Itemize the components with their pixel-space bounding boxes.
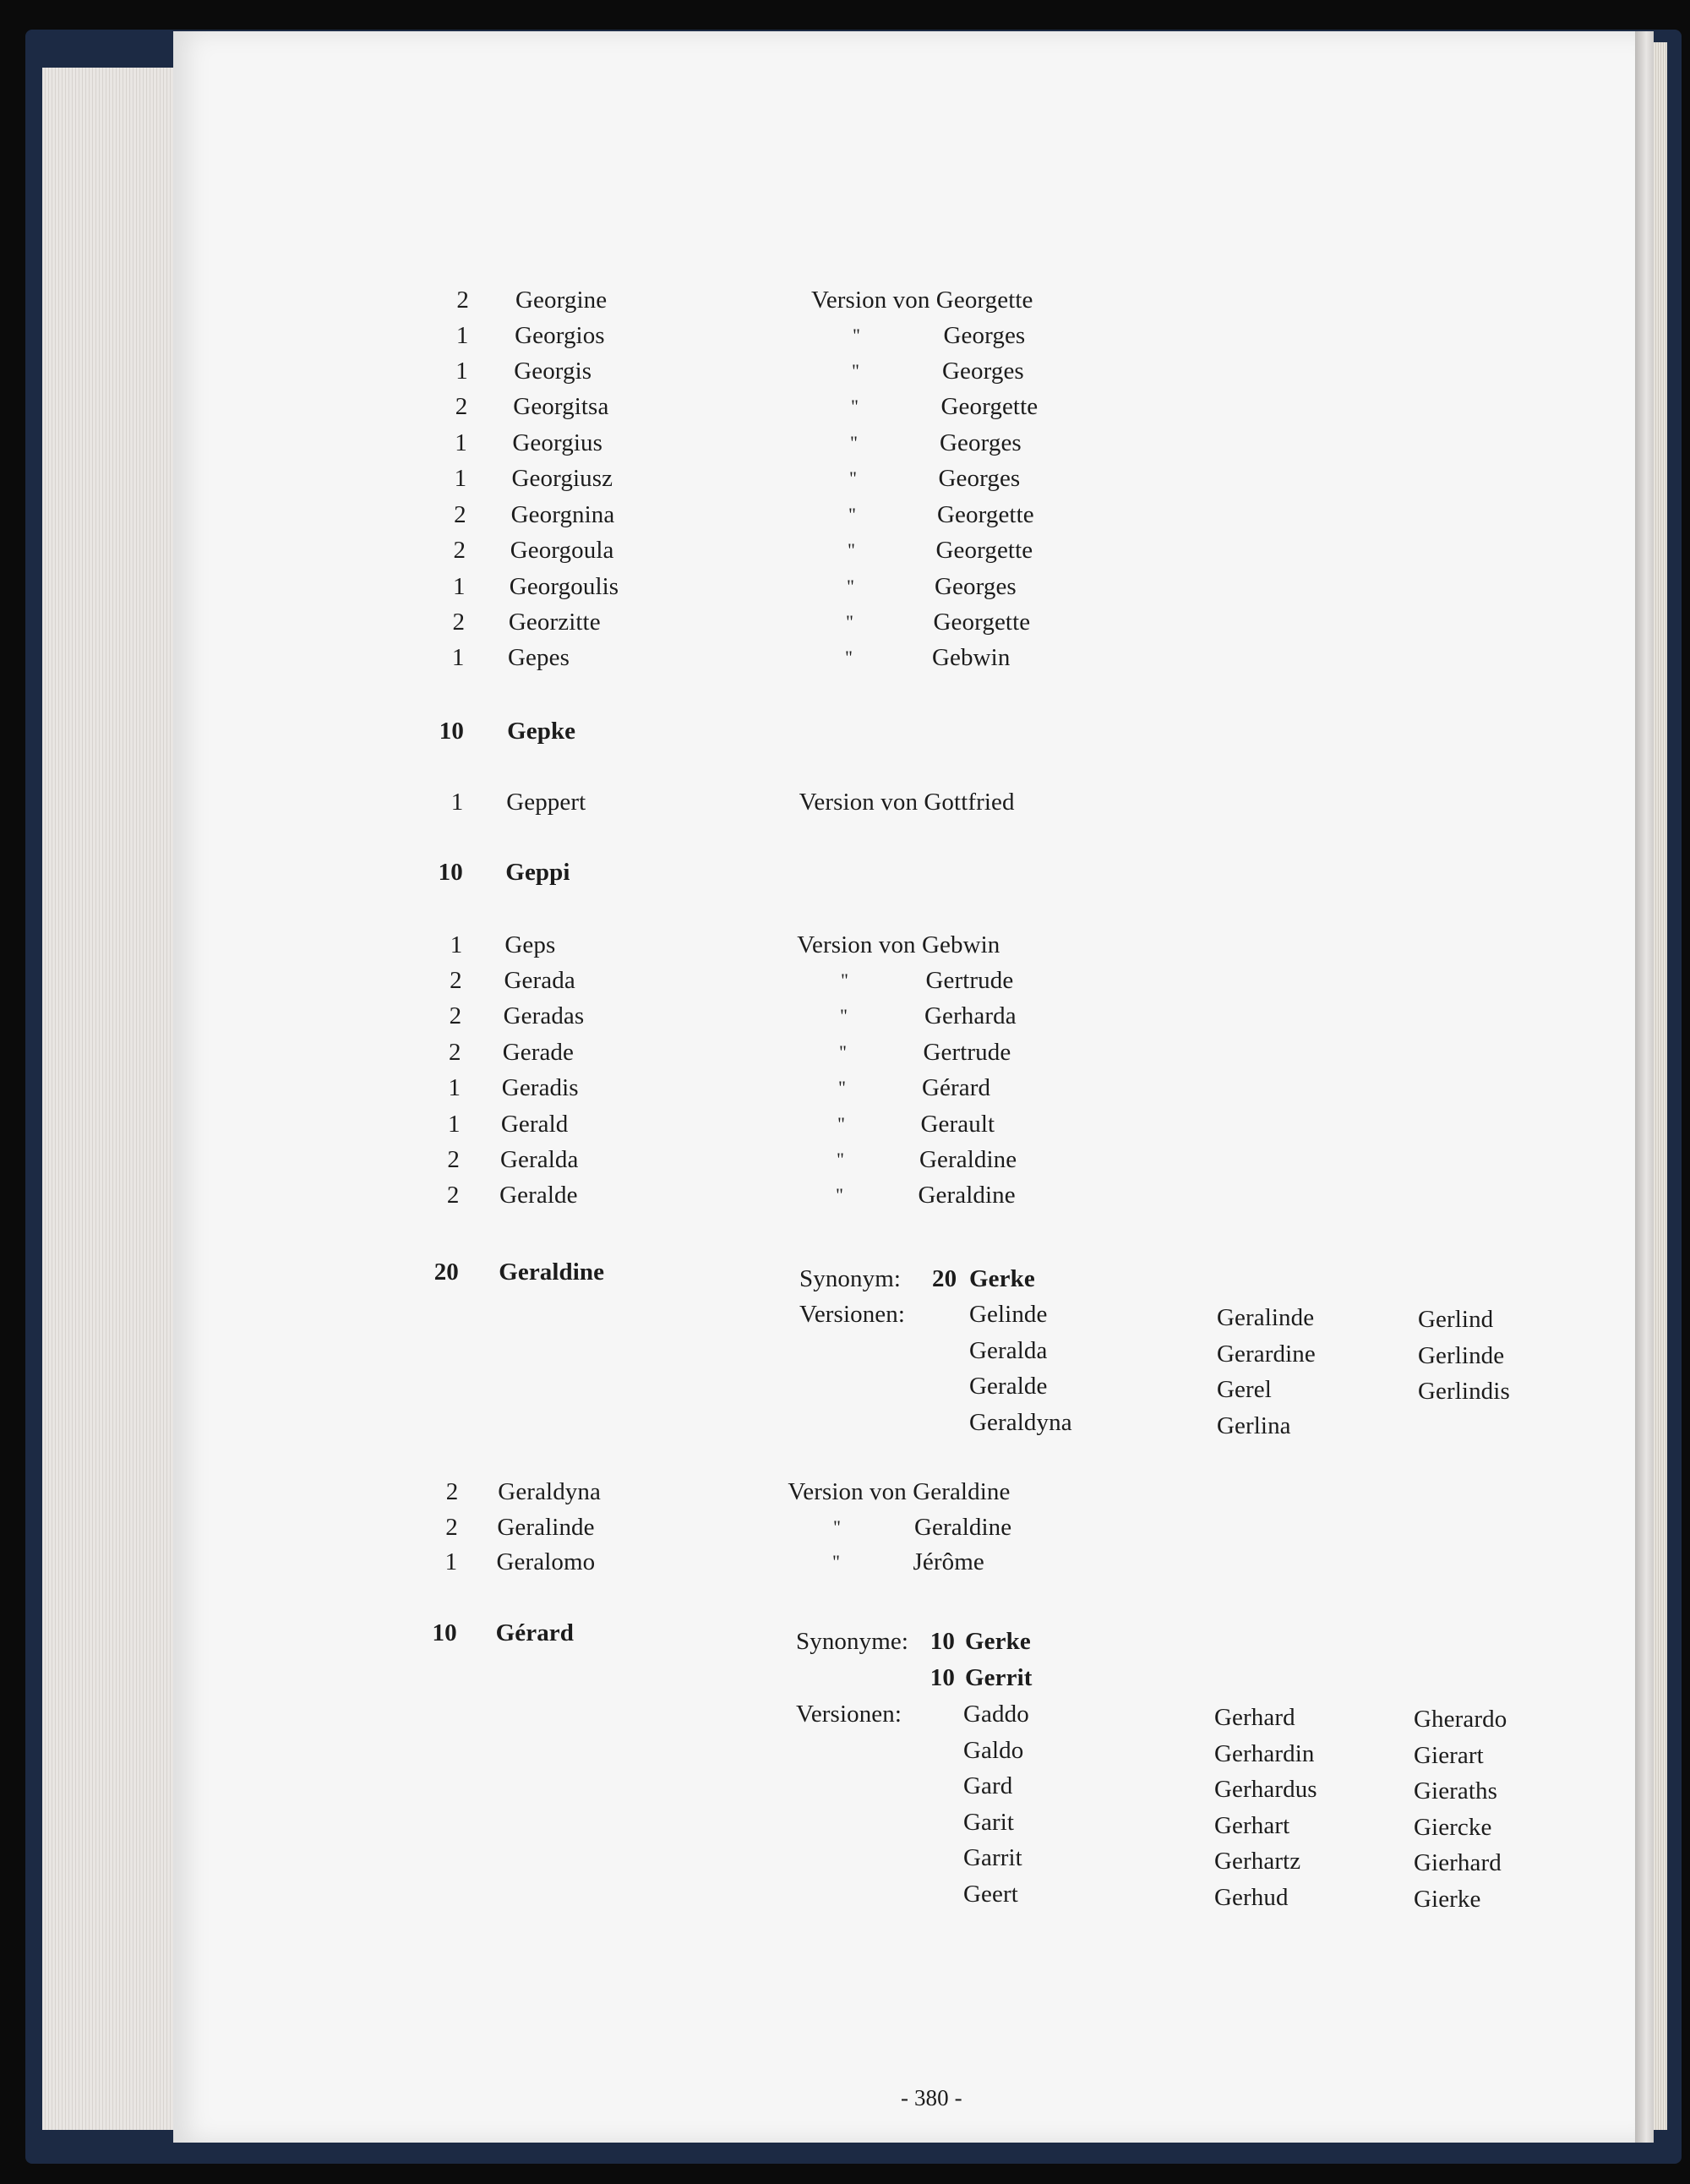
entry-count: 1 xyxy=(452,573,466,600)
entry-count: 1 xyxy=(455,429,467,456)
entry-count: 1 xyxy=(444,1548,458,1575)
entry-reference: Geraldine xyxy=(919,1146,1017,1173)
entry-count: 1 xyxy=(450,931,463,958)
entry-description: Version von Georgette xyxy=(811,287,1033,314)
synonym-label: Synonym: xyxy=(799,1265,902,1292)
entry-count: 2 xyxy=(445,1514,458,1541)
version-name: Gaddo xyxy=(963,1701,1029,1728)
entry-reference: Georges xyxy=(942,358,1024,385)
version-name: Gierke xyxy=(1414,1885,1481,1913)
entry-reference: Georges xyxy=(943,322,1026,349)
version-name: Gard xyxy=(963,1772,1013,1799)
entry-reference: Georges xyxy=(935,573,1017,600)
entry-count: 2 xyxy=(455,393,468,420)
entry-name: Georgiusz xyxy=(511,465,613,492)
entry-name: Georzitte xyxy=(508,609,601,636)
ditto-mark: " xyxy=(846,611,854,632)
entry-name: Gérard xyxy=(495,1619,574,1646)
entry-name: Geralomo xyxy=(496,1548,596,1575)
ditto-mark: " xyxy=(840,1005,848,1026)
entry-count: 2 xyxy=(447,1146,460,1173)
entry-reference: Gertrude xyxy=(925,967,1014,994)
ditto-mark: " xyxy=(845,647,853,668)
entry-count: 2 xyxy=(453,537,466,564)
entry-name: Geradas xyxy=(503,1002,585,1029)
version-name: Galdo xyxy=(963,1736,1024,1764)
synonyms-label: Synonyme: xyxy=(796,1628,909,1655)
entry-count: 1 xyxy=(455,358,468,385)
entry-name: Georgoulis xyxy=(509,573,619,600)
entry-count: 1 xyxy=(450,789,464,816)
entry-name: Georgis xyxy=(514,358,592,385)
entry-reference: Geraldine xyxy=(918,1182,1016,1209)
version-name: Gelinde xyxy=(969,1301,1048,1328)
entry-reference: Geraldine xyxy=(914,1514,1012,1541)
entry-name: Geppert xyxy=(506,789,586,816)
ditto-mark: " xyxy=(850,432,859,453)
entry-reference: Jérôme xyxy=(913,1548,984,1575)
ditto-mark: " xyxy=(837,1113,846,1134)
ditto-mark: " xyxy=(836,1184,844,1205)
entry-name: Georgios xyxy=(515,322,605,349)
version-name: Geralinde xyxy=(1217,1304,1315,1331)
entry-name: Georgine xyxy=(515,287,608,314)
entry-reference: Gérard xyxy=(922,1074,991,1101)
synonym-count: 20 xyxy=(932,1265,957,1292)
ditto-mark: " xyxy=(853,325,861,346)
version-name: Gerhardus xyxy=(1214,1776,1317,1803)
version-name: Gerhart xyxy=(1214,1811,1290,1839)
version-name: Geert xyxy=(963,1880,1018,1908)
version-name: Gerlind xyxy=(1418,1306,1494,1333)
entry-count: 2 xyxy=(456,287,469,314)
entry-reference: Georgette xyxy=(937,501,1034,528)
entry-count: 2 xyxy=(450,967,462,994)
version-name: Gerlinde xyxy=(1418,1341,1505,1369)
version-name: Gerlina xyxy=(1217,1411,1291,1439)
entry-count: 2 xyxy=(446,1182,460,1209)
version-name: Gierhard xyxy=(1414,1849,1502,1876)
synonym-name: Gerke xyxy=(965,1628,1031,1655)
entry-count: 10 xyxy=(432,1619,457,1646)
entry-count: 10 xyxy=(439,718,464,745)
entry-count: 2 xyxy=(445,1478,459,1505)
ditto-mark: " xyxy=(847,576,855,597)
synonym-count: 10 xyxy=(930,1663,955,1691)
ditto-mark: " xyxy=(849,467,858,489)
entry-reference: Georgette xyxy=(940,393,1039,420)
version-name: Giercke xyxy=(1414,1813,1492,1841)
ditto-mark: " xyxy=(832,1551,841,1572)
ditto-mark: " xyxy=(848,539,856,560)
page-number: - 380 - xyxy=(901,2085,962,2110)
entry-count: 2 xyxy=(452,609,466,636)
entry-name: Geralinde xyxy=(497,1514,595,1541)
entry-name: Georgnina xyxy=(510,501,615,528)
ditto-mark: " xyxy=(841,969,849,991)
entry-count: 1 xyxy=(447,1111,461,1138)
entry-name: Gerald xyxy=(500,1111,569,1138)
versions-label: Versionen: xyxy=(799,1301,906,1328)
entry-name: Geps xyxy=(504,931,556,958)
version-name: Gerardine xyxy=(1217,1340,1316,1368)
entry-name: Georgitsa xyxy=(513,393,609,420)
entry-count: 1 xyxy=(448,1074,461,1101)
synonym-name: Gerke xyxy=(969,1265,1035,1292)
version-name: Gerel xyxy=(1217,1376,1272,1403)
versions-label: Versionen: xyxy=(796,1701,902,1728)
entry-name: Geradis xyxy=(501,1074,579,1101)
version-name: Garit xyxy=(963,1808,1015,1836)
version-name: Geralde xyxy=(969,1373,1048,1400)
version-name: Garrit xyxy=(963,1844,1022,1871)
entry-name: Geraldyna xyxy=(498,1478,601,1505)
entry-count: 1 xyxy=(454,465,467,492)
entry-description: Version von Gebwin xyxy=(797,931,1000,958)
entry-count: 2 xyxy=(449,1039,461,1066)
version-name: Geraldyna xyxy=(969,1408,1072,1436)
entry-name: Gerada xyxy=(504,967,575,994)
entry-name: Gepke xyxy=(507,718,576,745)
ditto-mark: " xyxy=(833,1516,842,1537)
entry-count: 2 xyxy=(454,501,466,528)
entry-name: Geralda xyxy=(500,1146,579,1173)
version-name: Gherardo xyxy=(1414,1706,1507,1733)
synonym-name: Gerrit xyxy=(965,1663,1033,1691)
entry-count: 10 xyxy=(438,859,463,886)
entry-name: Geraldine xyxy=(499,1259,605,1286)
entry-reference: Gerharda xyxy=(924,1002,1017,1029)
entry-reference: Georges xyxy=(938,465,1021,492)
version-name: Gierart xyxy=(1414,1741,1484,1769)
entry-reference: Georgette xyxy=(935,537,1033,564)
entry-name: Geralde xyxy=(499,1182,578,1209)
entry-count: 1 xyxy=(455,322,469,349)
entry-count: 2 xyxy=(449,1002,462,1029)
entry-name: Georgoula xyxy=(510,537,614,564)
ditto-mark: " xyxy=(838,1077,847,1098)
entry-reference: Gerault xyxy=(920,1111,995,1138)
version-name: Gerlindis xyxy=(1418,1378,1510,1405)
entry-count: 20 xyxy=(433,1259,459,1286)
entry-name: Gepes xyxy=(508,644,570,671)
ditto-mark: " xyxy=(839,1041,848,1062)
entry-reference: Georges xyxy=(940,429,1022,456)
entry-count: 1 xyxy=(451,644,465,671)
entry-name: Gerade xyxy=(502,1039,575,1066)
entry-name: Geppi xyxy=(505,859,570,886)
version-name: Gerhard xyxy=(1214,1704,1295,1731)
ditto-mark: " xyxy=(852,360,860,381)
version-name: Gieraths xyxy=(1414,1777,1498,1805)
ditto-mark: " xyxy=(851,396,859,417)
entry-reference: Georgette xyxy=(933,609,1031,636)
version-name: Gerhud xyxy=(1214,1883,1289,1911)
ditto-mark: " xyxy=(848,504,857,525)
entry-reference: Gebwin xyxy=(932,644,1011,671)
entry-description: Version von Gottfried xyxy=(799,789,1015,816)
entry-reference: Gertrude xyxy=(923,1039,1011,1066)
entry-description: Version von Geraldine xyxy=(788,1478,1011,1505)
version-name: Gerhartz xyxy=(1214,1848,1301,1875)
entry-name: Georgius xyxy=(512,429,602,456)
synonym-count: 10 xyxy=(930,1628,955,1655)
version-name: Gerhardin xyxy=(1214,1739,1315,1767)
version-name: Geralda xyxy=(969,1336,1048,1364)
ditto-mark: " xyxy=(837,1149,845,1170)
